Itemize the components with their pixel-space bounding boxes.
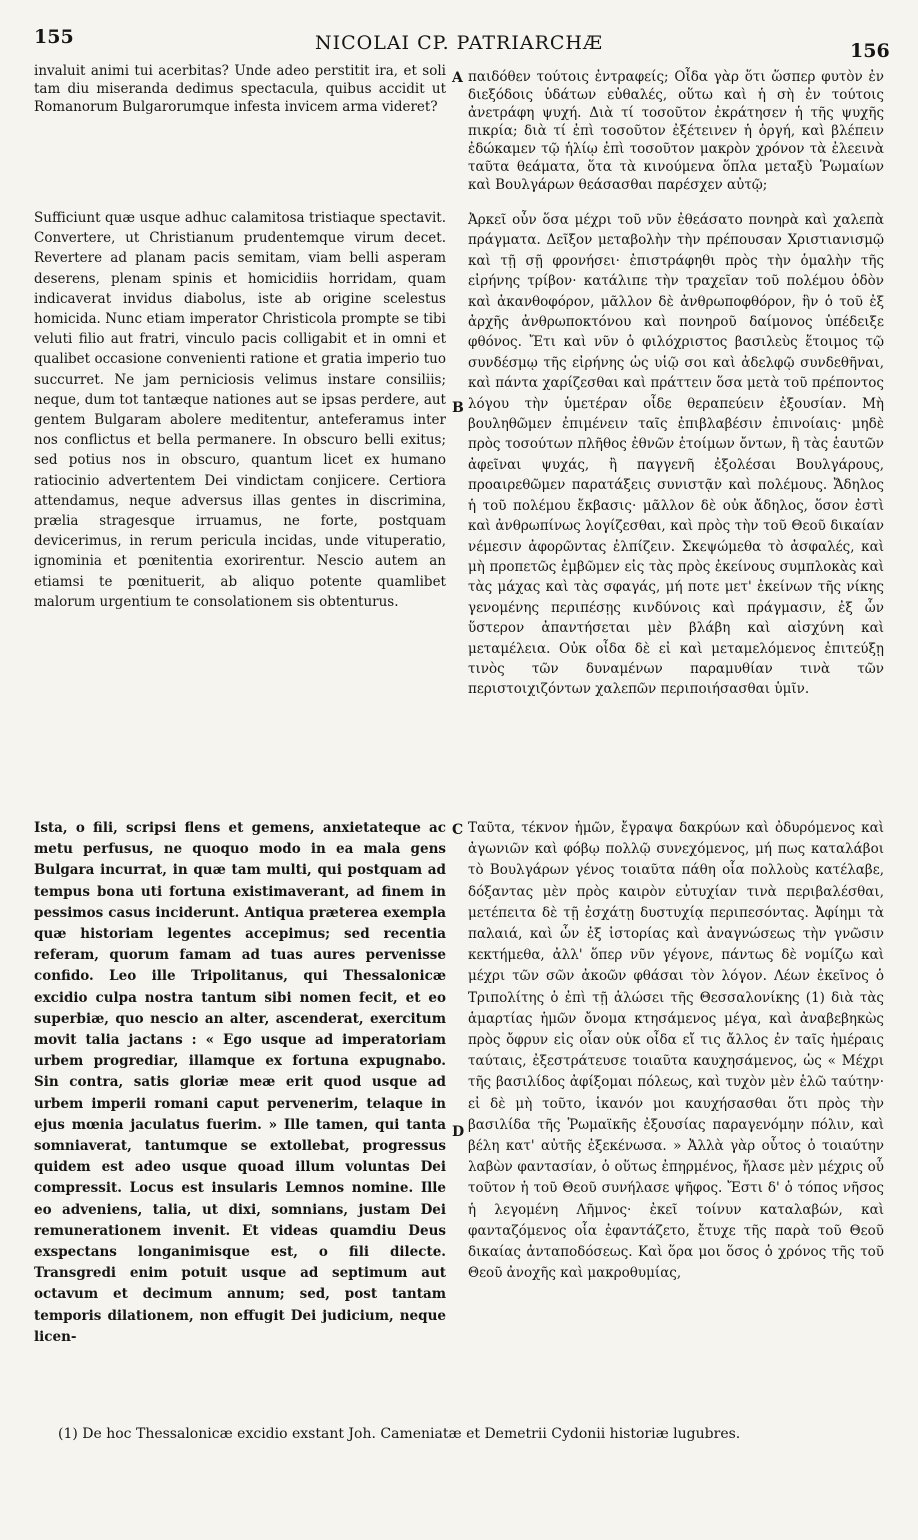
page-header [0, 0, 918, 60]
greek-top-paragraph: παιδόθεν τούτοις ἐντραφείς; Οἶδα γὰρ ὅτι ὥσπερ φυτὸν ἐν διεξόδοις ὑδάτων εὐθαλές, οὕτω καὶ ἡ σὴ ἐν τούτοις ἀνετράφη ψυχή. Διὰ τί τοσοῦτον ἐκράτησεν ἡ τῆς ψυχῆς πικρία; διὰ τί ἐπὶ τοσοῦτον ἐξέτεινεν ἡ ὀργή, καὶ βλέπειν ἐδώκαμεν τῷ ἡλίῳ ἐπὶ τοσοῦτον μακρὸν χρόνον τὰ ἐλεεινὰ ταῦτα θεάματα, ὅτα τὰ κινούμενα ὅπλα μεταξὺ Ῥωμαίων καὶ Βουλγάρων θεάσασθαι παρέσχεν αὐτῷ; [468, 69, 884, 193]
greek-paragraph-2: Ταῦτα, τέκνον ἡμῶν, ἔγραψα δακρύων καὶ ὀδυρόμενος καὶ ἀγωνιῶν καὶ φόβῳ πολλῷ συνεχόμενος, μή πως καταλάβοι τὸ Βουλγάρων γένος τοιαῦτα πάθη οἷα πολλοὺς κατέλαβε, δόξαντας μὲν πρὸς καιρὸν εὐτυχίαν τινὰ περιβαλέσθαι, μετέπειτα δὲ τῇ ἐσχάτῃ δυστυχίᾳ περιπεσόντας. Ἀφίημι τὰ παλαιά, καὶ ὧν ἐξ ἱστορίας καὶ ἀναγνώσεως τὴν γνῶσιν κεκτήμεθα, ἀλλ' ὅπερ νῦν γέγονε, πάντως δὲ νομίζω καὶ μέχρι τῶν σῶν ἀκοῶν φθάσαι τὸν λόγον. Λέων ἐκεῖνος ὁ Τριπολίτης ὁ ἐπὶ τῇ ἁλώσει τῆς Θεσσαλονίκης (1) διὰ τὰς ἁμαρτίας ἡμῶν ὄνομα κτησάμενος μέγα, καὶ ἀναβεβηκὼς πρὸς ὄφρυν εἰς οἷαν οὐκ οἶδα εἴ τις ἄλλος ἐν ταῖς ἡμέραις ταύταις, ἐξεστράτευσε τοιαῦτα καυχησάμενος, ὡς « Μέχρι τῆς βασιλίδος ἀφίξομαι πόλεως, καὶ τυχὸν μὲν ἑλῶ ταύτην· εἰ δὲ μὴ τοῦτο, ἱκανόν μοι καυχήσασθαι ὅτι πρὸς τὴν βασιλίδα τῆς Ῥωμαϊκῆς ἐξουσίας παραγενόμην πόλιν, καὶ βέλη κατ' αὐτῆς ἐξεκένωσα. » Ἀλλὰ γὰρ οὗτος ὁ τοιαύτην λαβὼν φαντασίαν, ὁ οὕτως ἐπηρμένος, ἤλασε μὲν μέχρις οὗ τοῦτον ἡ τοῦ Θεοῦ συνήλασε ψῆφος. Ἔστι δ' ὁ τόπος νῆσος ἡ λεγομένη Λῆμνος· ἐκεῖ τοίνυν καταλαβών, καὶ φανταζόμενος οἷα ἐφαντάζετο, ἔτυχε τῆς παρὰ τοῦ Θεοῦ δικαίας ἀνταποδόσεως. Καὶ ὅρα μοι ὅσος ὁ χρόνος τῆς τοῦ Θεοῦ ἀνοχῆς καὶ μακροθυμίας, [468, 820, 884, 1282]
latin-paragraph-2: Ista, o fili, scripsi flens et gemens, anxietateque ac metu perfusus, ne quoquo modo in ea mala gens Bulgara incurrat, in quæ tam multi, qui postquam ad tempus bona uti fortuna existimaverant, ad finem in pessimos casus inciderunt. Antiqua præterea exempla quæ historiam legentes accepimus; sed recentia referam, quorum famam ad tuas aures pervenisse confido. Leo ille Tripolitanus, qui Thessalonicæ excidio culpa nostra tantum sibi nomen fecit, et eo superbiæ, quo nescio an alter, ascenderat, exercitum movit talia jactans : « Ego usque ad imperatoriam urbem progrediar, illamque ex fortuna expugnabo. Sin contra, satis gloriæ meæ erit quod usque ad urbem imperii romani caput pervenerim, telaque in ejus mœnia jaculatus fuerim. » Ille tamen, qui tanta somniaverat, tantumque se extollebat, progressus quidem est adeo usque quoad illum voluntas Dei compressit. Locus est insularis Lemnos nomine. Ille eo adveniens, talia, ut dixi, somnians, justam Dei remunerationem invenit. Et videas quamdiu Deus exspectans longanimisque est, o fili dilecte. Transgredi enim potuit usque ad septimum aut octavum et decimum annum; sed, post tantam temporis dilationem, non effugit Dei judicium, neque licen- [34, 820, 446, 1345]
running-title: NICOLAI CP. PATRIARCHÆ [314, 32, 604, 54]
margin-marker-a: A [452, 70, 463, 86]
latin-top-paragraph: invaluit animi tui acerbitas? Unde adeo perstitit ira, et soli tam diu miseranda dedimus spectacula, quibus accidit ut Romanorum Bulgarorumque infesta invicem arma videret? [34, 63, 446, 115]
footnote: (1) De hoc Thessalonicæ excidio exstant Joh. Cameniatæ et Demetrii Cydonii historiæ lugubres. [58, 1426, 741, 1442]
right-page-number: 156 [850, 40, 890, 62]
margin-marker-b: B [452, 400, 464, 416]
margin-marker-d: D [452, 1124, 465, 1140]
latin-paragraph-1: Sufficiunt quæ usque adhuc calamitosa tristiaque spectavit. Convertere, ut Christianum prudentemque virum decet. Revertere ad planam pacis semitam, viam belli asperam deserens, plenam spinis et homicidiis horridam, quam indicaverat invidus diabolus, iste ab origine scelestus homicida. Nunc etiam imperator Christicola prompte se tibi veluti filio aut fratri, vinculo pacis colligabit et in omni et qualibet occasione convenienti ratione et gratia imperio tuo succurret. Ne jam perniciosis velimus instare consiliis; neque, dum tot tantæque nationes aut se ipsas perdere, aut gentem Bulgaram abolere meditentur, anteferamus inter nos conflictus et bella permanere. In obscuro belli exitus; sed potius nos in obscuro, quantum licet ex humano ratiocinio advertentem Dei vindictam conjicere. Certiora attendamus, neque adversus illas gentes in discrimina, prælia stragesque irruamus, ne forte, postquam devicerimus, in rerum pericula incidas, unde vituperatio, ignominia et pœnitentia exorirentur. Nescio autem an etiamsi te pœnituerit, ab aliquo potente quamlibet malorum urgentium te consolationem sis obtenturus. [34, 210, 446, 610]
greek-paragraph-1: Ἀρκεῖ οὖν ὅσα μέχρι τοῦ νῦν ἐθεάσατο πονηρὰ καὶ χαλεπὰ πράγματα. Δεῖξον μεταβολὴν τὴν πρέπουσαν Χριστιανισμῷ καὶ τῇ σῇ φρονήσει· ἐπιστράφηθι πρὸς τὴν ὁμαλὴν τῆς εἰρήνης τρίβον· κατάλιπε τὴν τραχεῖαν τοῦ πολέμου ὁδὸν καὶ ἀκανθοφόρον, μᾶλλον δὲ ἀνθρωποφθόρον, ἣν ὁ τοῦ ἐξ ἀρχῆς ἀνθρωποκτόνου καὶ πονηροῦ δαίμονος ὑπέδειξε φθόνος. Ἔτι καὶ νῦν ὁ φιλόχριστος βασιλεὺς ἕτοιμος τῷ συνδέσμῳ τῆς εἰρήνης ὡς υἱῷ σοι καὶ ἀδελφῷ συνδεθῆναι, καὶ πάντα χαρίζεσθαι καὶ πράττειν ὅσα μετὰ τοῦ πρέποντος λόγου τὴν ὑμετέραν οἶδε θεραπεύειν ἐξουσίαν. Μὴ βουληθῶμεν ἐπιμένειν ταῖς ἐπιβλαβέσιν ἐπινοίαις· μηδὲ πρὸς τοσούτων πλῆθος ἐθνῶν ἑτοίμων ὄντων, ἢ τὰς ἑαυτῶν ἀφεῖναι ψυχάς, ἢ παγγενῆ ἐξολέσαι Βουλγάρους, προαιρεθῶμεν παρατάξεις συνιστᾷν καὶ πολέμους. Ἄδηλος ἡ τοῦ πολέμου ἔκβασις· μᾶλλον δὲ οὐκ ἄδηλος, ὅσον ἐστὶ καὶ ἀνθρωπίνως λογίζεσθαι, καὶ πρὸς τὴν τοῦ Θεοῦ δικαίαν νέμεσιν ἀφορῶντας ἐλπίζειν. Σκεψώμεθα τὸ ἀσφαλές, καὶ μὴ προπετῶς ἐμβῶμεν εἰς τὰς πρὸς ἐκείνους συμπλοκὰς καὶ τὰς μάχας καὶ τὰς σφαγάς, μή ποτε μετ' ἐκείνων τῆς νίκης γενομένης περιπέσῃς κινδύνοις καὶ πράγμασιν, ἐξ ὧν ὕστερον ἀπαντήσεται μὲν βλάβη καὶ αἰσχύνη καὶ μεταμέλεια. Οὐκ οἶδα δὲ εἰ καὶ μεταμελόμενος ἐπιτεύξῃ τινὸς τῶν δυναμένων παραμυθίαν τινὰ τῶν περιστοιχιζόντων χαλεπῶν περιποιήσασθαι ὑμῖν. [468, 212, 884, 698]
left-page-number: 155 [34, 26, 74, 48]
margin-marker-c: C [452, 822, 464, 838]
